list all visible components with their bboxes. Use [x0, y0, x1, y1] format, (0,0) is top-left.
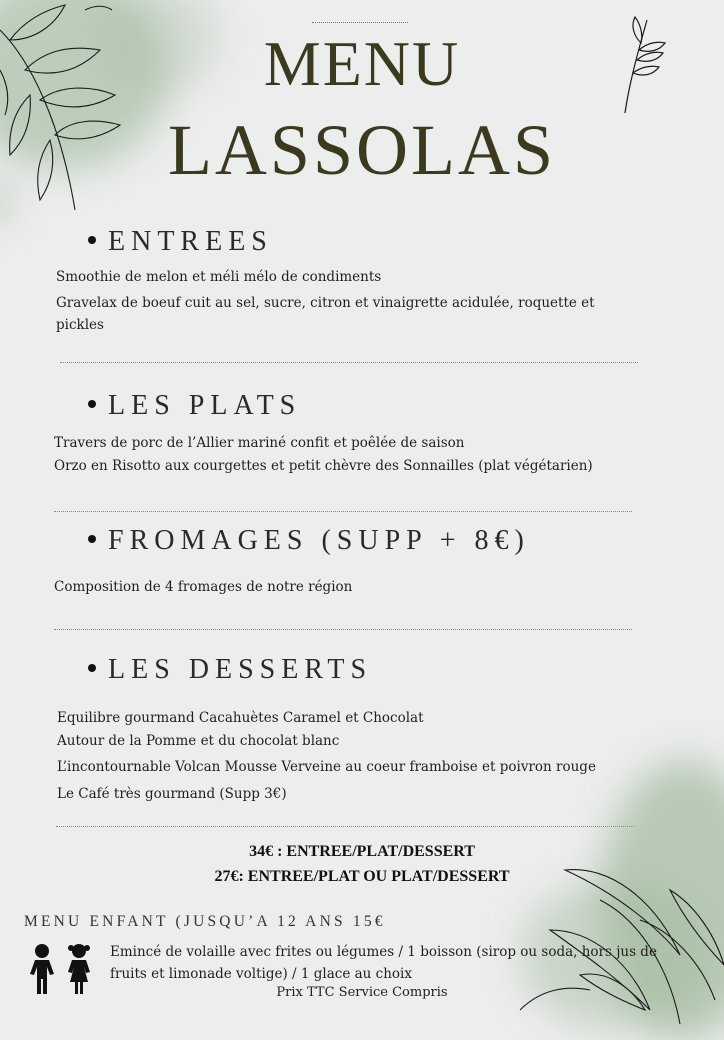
dessert-item: Equilibre gourmand Cacahuètes Caramel et Chocolat	[57, 710, 424, 726]
section-divider	[56, 826, 634, 827]
section-heading-entrees: ENTREES	[88, 226, 273, 258]
section-divider	[60, 362, 638, 363]
dessert-item: Autour de la Pomme et du chocolat blanc	[57, 733, 340, 749]
entree-item: pickles	[56, 317, 104, 333]
plat-item: Orzo en Risotto aux courgettes et petit chèvre des Sonnailles (plat végétarien)	[54, 458, 593, 474]
price-full-menu: 34€ : ENTREE/PLAT/DESSERT	[249, 843, 475, 860]
fromage-item: Composition de 4 fromages de notre région	[54, 579, 353, 595]
dessert-item: L’incontournable Volcan Mousse Verveine au coeur framboise et poivron rouge	[57, 759, 596, 775]
top-divider	[312, 22, 408, 23]
section-heading-fromages: FROMAGES (SUPP + 8€)	[88, 525, 530, 557]
bullet-icon	[88, 236, 96, 244]
bullet-icon	[88, 400, 96, 408]
entree-item: Smoothie de melon et méli mélo de condiments	[56, 269, 382, 285]
entree-item: Gravelax de boeuf cuit au sel, sucre, citron et vinaigrette acidulée, roquette et	[56, 295, 595, 311]
dessert-item: Le Café très gourmand (Supp 3€)	[57, 786, 287, 802]
menu-title-line2: LASSOLAS	[167, 110, 557, 190]
section-divider	[54, 511, 632, 512]
price-footer: Prix TTC Service Compris	[276, 985, 448, 1000]
price-two-courses: 27€: ENTREE/PLAT OU PLAT/DESSERT	[214, 868, 510, 885]
section-heading-plats: LES PLATS	[88, 390, 301, 422]
bullet-icon	[88, 535, 96, 543]
plat-item: Travers de porc de l’Allier mariné confit et poêlée de saison	[54, 435, 465, 451]
kids-menu-line2: fruits et limonade voltige) / 1 glace au choix	[110, 966, 412, 982]
section-heading-desserts: LES DESSERTS	[88, 654, 372, 686]
kids-menu-title: MENU ENFANT (JUSQU’A 12 ANS 15€	[24, 913, 386, 930]
bullet-icon	[88, 664, 96, 672]
section-divider	[54, 629, 632, 630]
menu-title-line1: MENU	[263, 28, 461, 99]
kids-menu-line1: Emincé de volaille avec frites ou légumes / 1 boisson (sirop ou soda, hors jus de	[110, 944, 657, 960]
